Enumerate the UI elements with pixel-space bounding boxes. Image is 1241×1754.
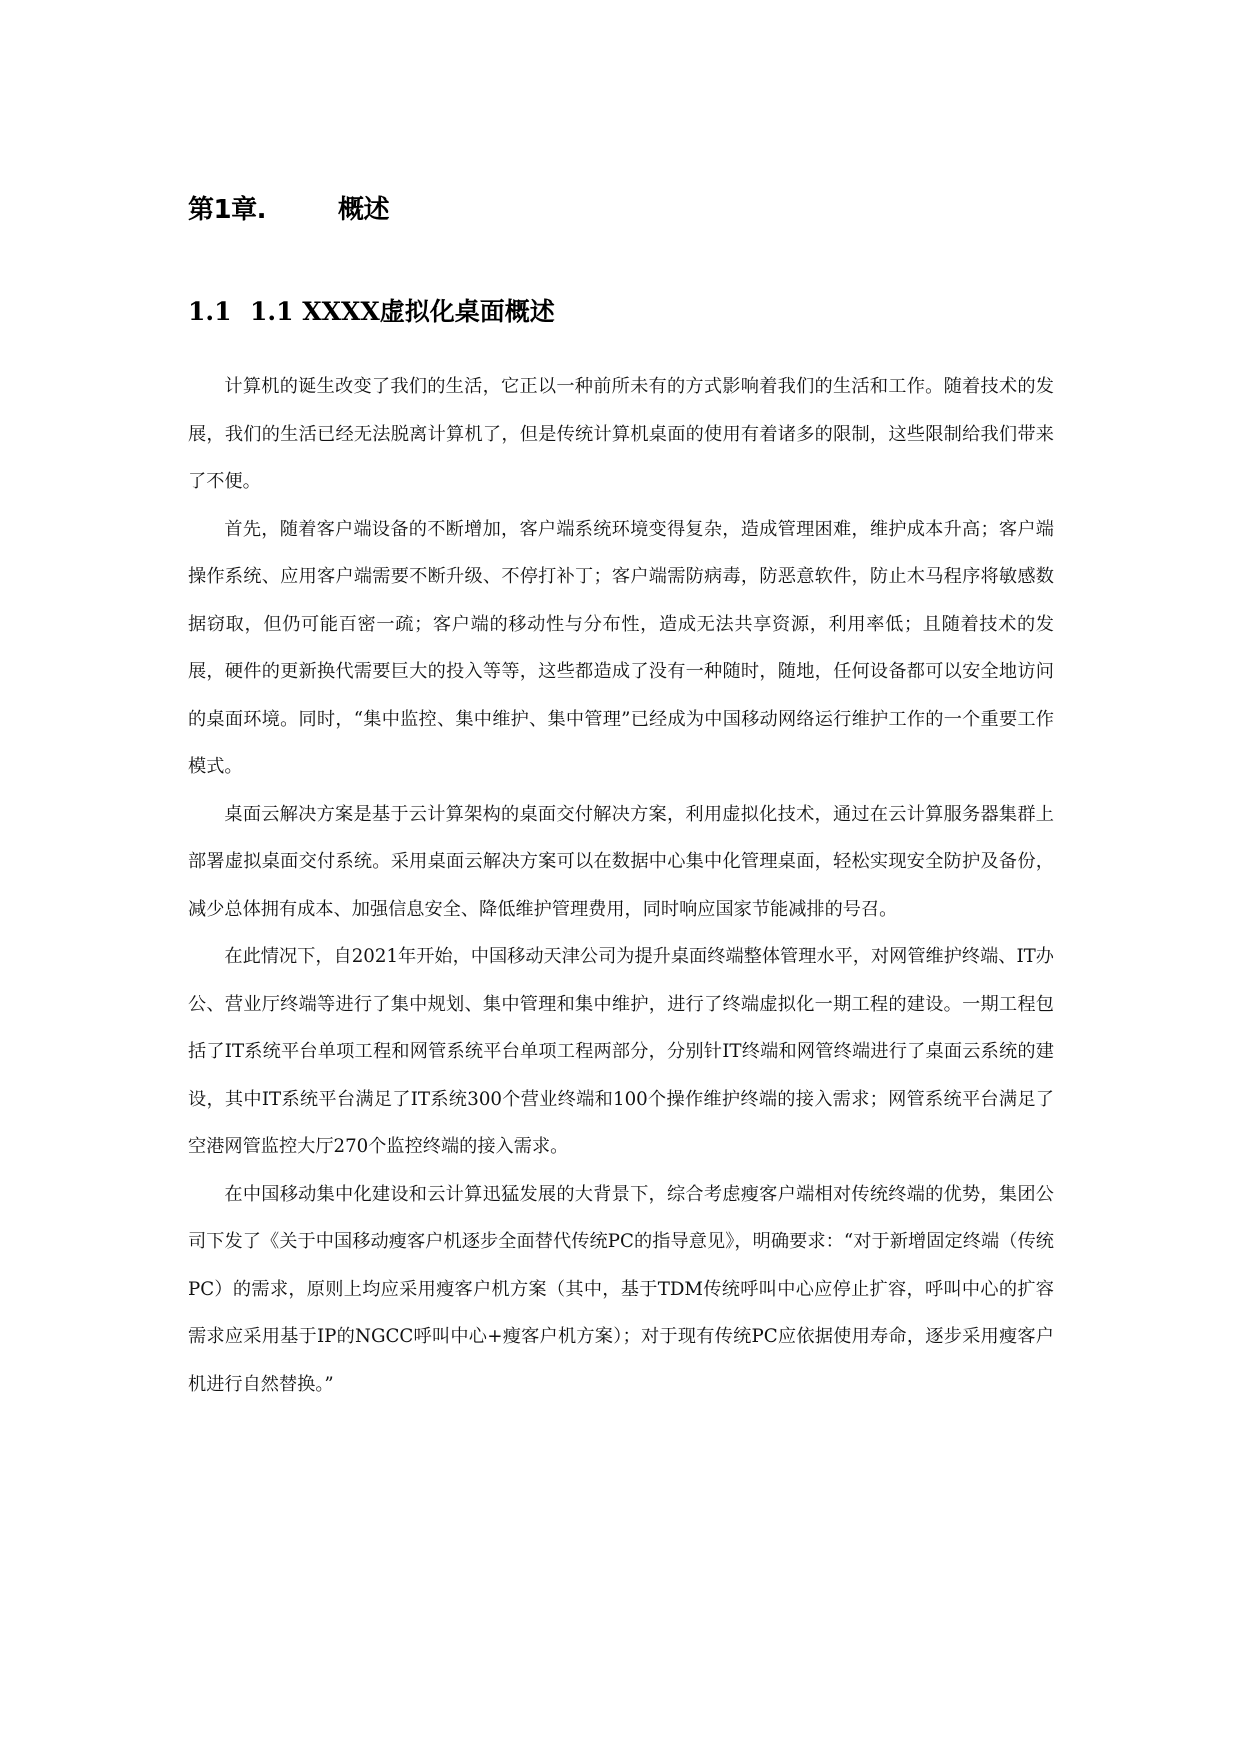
chapter-number: 第1章.	[188, 195, 266, 225]
paragraph: 桌面云解决方案是基于云计算架构的桌面交付解决方案，利用虚拟化技术，通过在云计算服务器集群上部署虚拟桌面交付系统。采用桌面云解决方案可以在数据中心集中化管理桌面，轻松实现安全防护及备份，减少总体拥有成本、加强信息安全、降低维护管理费用，同时响应国家节能减排的号召。	[188, 803, 1054, 920]
paragraph: 首先，随着客户端设备的不断增加，客户端系统环境变得复杂，造成管理困难，维护成本升高；客户端操作系统、应用客户端需要不断升级、不停打补丁；客户端需防病毒，防恶意软件，防止木马程序将敏感数据窃取，但仍可能百密一疏；客户端的移动性与分布性，造成无法共享资源，利用率低；且随着技术的发展，硬件的更新换代需要巨大的投入等等，这些都造成了没有一种随时，随地，任何设备都可以安全地访问的桌面环境。同时，“集中监控、集中维护、集中管理”已经成为中国移动网络运行维护工作的一个重要工作模式。	[188, 518, 1054, 777]
paragraph: 在中国移动集中化建设和云计算迅猛发展的大背景下，综合考虑瘦客户端相对传统终端的优势，集团公司下发了《关于中国移动瘦客户机逐步全面替代传统PC的指导意见》，明确要求：“对于新增固定终端（传统PC）的需求，原则上均应采用瘦客户机方案（其中，基于TDM传统呼叫中心应停止扩容，呼叫中心的扩容需求应采用基于IP的NGCC呼叫中心+瘦客户机方案）；对于现有传统PC应依据使用寿命，逐步采用瘦客户机进行自然替换。”	[188, 1183, 1054, 1395]
section-title: 1.1 XXXX虚拟化桌面概述	[250, 297, 555, 326]
body-text	[188, 363, 1054, 1408]
section-heading	[188, 292, 555, 332]
section-number: 1.1	[188, 297, 232, 326]
paragraph: 在此情况下，自2021年开始，中国移动天津公司为提升桌面终端整体管理水平，对网管维护终端、IT办公、营业厅终端等进行了集中规划、集中管理和集中维护，进行了终端虚拟化一期工程的建设。一期工程包括了IT系统平台单项工程和网管系统平台单项工程两部分，分别针IT终端和网管终端进行了桌面云系统的建设，其中IT系统平台满足了IT系统300个营业终端和100个操作维护终端的接入需求；网管系统平台满足了空港网管监控大厅270个监控终端的接入需求。	[188, 946, 1054, 1157]
chapter-title: 概述	[338, 195, 390, 225]
chapter-heading	[188, 190, 389, 230]
paragraph: 计算机的诞生改变了我们的生活，它正以一种前所未有的方式影响着我们的生活和工作。随着技术的发展，我们的生活已经无法脱离计算机了，但是传统计算机桌面的使用有着诸多的限制，这些限制给我们带来了不便。	[188, 376, 1054, 492]
